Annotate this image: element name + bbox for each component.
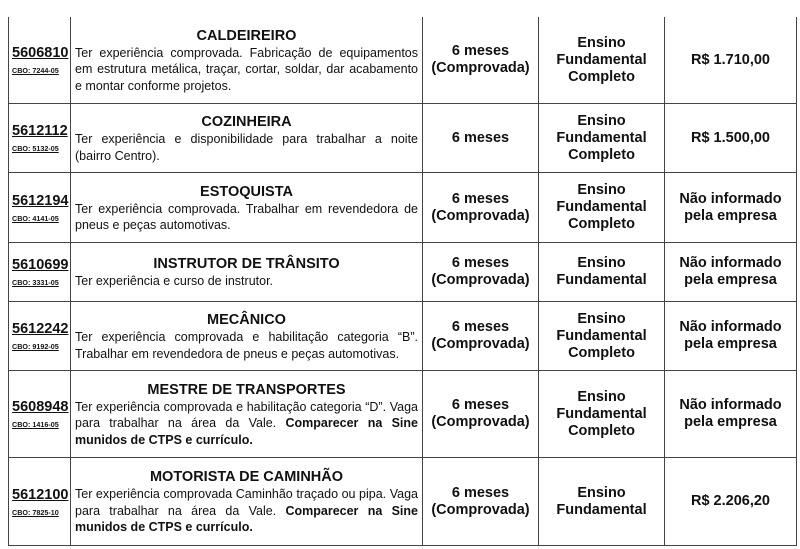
job-description-text: Ter experiência comprovada. Trabalhar em revendedora de pneus e peças automotivas. (75, 201, 418, 232)
cbo-code: CBO: 5132-05 (12, 144, 59, 153)
experience-line: 6 meses (451, 255, 510, 271)
education-cell (539, 458, 665, 546)
job-listings-table (8, 17, 797, 546)
education-line: Completo (568, 422, 635, 439)
experience-line: 6 meses (451, 129, 510, 146)
education-line: Ensino (577, 310, 626, 327)
job-description-text: Ter experiência comprovada e habilitação categoria “D”. Vaga para trabalhar na área da Vale. (75, 399, 418, 431)
job-description-text: Ter experiência comprovada Caminhão traçado ou pipa. Vaga para trabalhar na área da Vale. (75, 487, 418, 518)
education-line: Fundamental (556, 129, 647, 146)
job-row (9, 302, 797, 371)
salary-cell (665, 17, 797, 104)
education-line: Completo (568, 344, 635, 361)
job-title: CALDEIREIRO (196, 27, 297, 44)
job-description-text: Ter experiência e curso de instrutor. (75, 274, 274, 289)
job-row (9, 104, 797, 173)
experience-line: 6 meses (451, 43, 510, 59)
job-code: 5608948 (12, 399, 69, 415)
job-description-cell (71, 371, 423, 458)
salary-cell (665, 243, 797, 302)
education-cell (539, 17, 665, 104)
experience-cell (423, 458, 539, 546)
salary-cell (665, 371, 797, 458)
salary-line: Não informado (679, 397, 782, 413)
job-description-cell (71, 173, 423, 243)
salary-cell (665, 458, 797, 546)
education-line: Fundamental (556, 199, 647, 215)
job-code-cell (9, 371, 71, 458)
experience-cell (423, 17, 539, 104)
salary-cell (665, 173, 797, 243)
job-row (9, 173, 797, 243)
salary-line: pela empresa (684, 272, 777, 288)
education-cell (539, 243, 665, 302)
job-code: 5612100 (12, 486, 69, 503)
salary-line: Não informado (679, 190, 782, 207)
education-line: Ensino (577, 112, 626, 129)
cbo-code: CBO: 3331-05 (12, 278, 59, 287)
job-code: 5612242 (12, 321, 69, 337)
job-description-cell (71, 302, 423, 371)
experience-cell (423, 173, 539, 243)
job-description-cell (71, 104, 423, 173)
job-description (75, 273, 418, 290)
experience-line: (Comprovada) (431, 207, 530, 224)
job-description-cell (71, 17, 423, 104)
job-listings-body (9, 17, 797, 546)
education-cell (539, 371, 665, 458)
job-row (9, 371, 797, 458)
job-description (75, 486, 418, 536)
salary-cell (665, 302, 797, 371)
education-line: Completo (568, 216, 635, 232)
job-description-cell (71, 458, 423, 546)
job-code-cell (9, 17, 71, 104)
education-line: Fundamental (556, 405, 647, 422)
cbo-code: CBO: 9192-05 (12, 342, 59, 351)
experience-cell (423, 302, 539, 371)
job-title: MECÂNICO (207, 312, 286, 328)
job-description (75, 45, 418, 95)
job-title: COZINHEIRA (201, 114, 292, 130)
job-description-text: Ter experiência comprovada e habilitação categoria “B”. Trabalhar em revendedora de pneus e peças automotivas. (75, 330, 418, 361)
education-line: Ensino (577, 34, 626, 51)
job-description (75, 131, 418, 164)
job-code: 5606810 (12, 45, 69, 61)
education-line: Ensino (577, 255, 626, 271)
job-code-cell (9, 458, 71, 546)
job-description (75, 399, 418, 449)
education-cell (539, 173, 665, 243)
education-line: Fundamental (556, 272, 647, 288)
salary-line: R$ 1.710,00 (690, 51, 770, 68)
job-description-text: Ter experiência comprovada. Fabricação de equipamentos em estrutura metálica, traçar, cortar, soldar, dar acabamento e montar conforme projetos. (75, 45, 418, 93)
experience-line: 6 meses (451, 190, 510, 207)
education-line: Ensino (577, 484, 626, 501)
salary-line: pela empresa (684, 207, 777, 224)
salary-line: R$ 2.206,20 (690, 493, 770, 509)
education-line: Ensino (577, 388, 626, 405)
job-title: MOTORISTA DE CAMINHÃO (149, 469, 344, 486)
job-row (9, 243, 797, 302)
education-line: Fundamental (556, 51, 647, 68)
job-description-bold: Comparecer na Sine munidos de CTPS e currículo. (75, 503, 418, 535)
experience-line: (Comprovada) (431, 60, 530, 76)
experience-line: (Comprovada) (431, 272, 530, 288)
experience-cell (423, 104, 539, 173)
cbo-code: CBO: 4141-05 (12, 213, 59, 223)
salary-cell (665, 104, 797, 173)
experience-line: (Comprovada) (431, 414, 530, 430)
salary-line: Não informado (679, 319, 782, 335)
experience-line: 6 meses (451, 397, 510, 413)
job-title: MESTRE DE TRANSPORTES (147, 381, 346, 398)
experience-line: (Comprovada) (431, 336, 530, 352)
cbo-code: CBO: 1416-05 (12, 420, 59, 429)
education-line: Ensino (577, 182, 626, 198)
salary-line: R$ 1.500,00 (690, 129, 770, 146)
job-description-text: Ter experiência e disponibilidade para trabalhar a noite (bairro Centro). (75, 132, 418, 163)
experience-line: 6 meses (451, 319, 510, 335)
job-description (75, 201, 418, 234)
job-code-cell (9, 302, 71, 371)
experience-line: 6 meses (451, 484, 510, 501)
education-cell (539, 302, 665, 371)
job-code: 5612112 (12, 123, 68, 139)
job-title: ESTOQUISTA (200, 183, 293, 200)
education-line: Fundamental (556, 501, 647, 518)
job-row (9, 17, 797, 104)
job-title: INSTRUTOR DE TRÂNSITO (153, 256, 340, 273)
experience-line: (Comprovada) (431, 501, 530, 518)
salary-line: pela empresa (684, 336, 777, 352)
education-line: Completo (568, 68, 635, 85)
job-row (9, 458, 797, 546)
job-code: 5610699 (12, 257, 69, 273)
job-description-cell (71, 243, 423, 302)
salary-line: Não informado (679, 255, 782, 271)
job-code-cell (9, 243, 71, 302)
education-cell (539, 104, 665, 173)
job-code-cell (9, 104, 71, 173)
cbo-code: CBO: 7825-10 (12, 507, 59, 517)
education-line: Fundamental (556, 327, 647, 344)
experience-cell (423, 243, 539, 302)
experience-cell (423, 371, 539, 458)
job-description (75, 329, 418, 362)
job-description-bold: Comparecer na Sine munidos de CTPS e currículo. (75, 416, 418, 447)
education-line: Completo (568, 146, 635, 163)
job-code-cell (9, 173, 71, 243)
salary-line: pela empresa (684, 414, 777, 430)
cbo-code: CBO: 7244-05 (12, 66, 59, 75)
job-code: 5612194 (12, 192, 69, 209)
